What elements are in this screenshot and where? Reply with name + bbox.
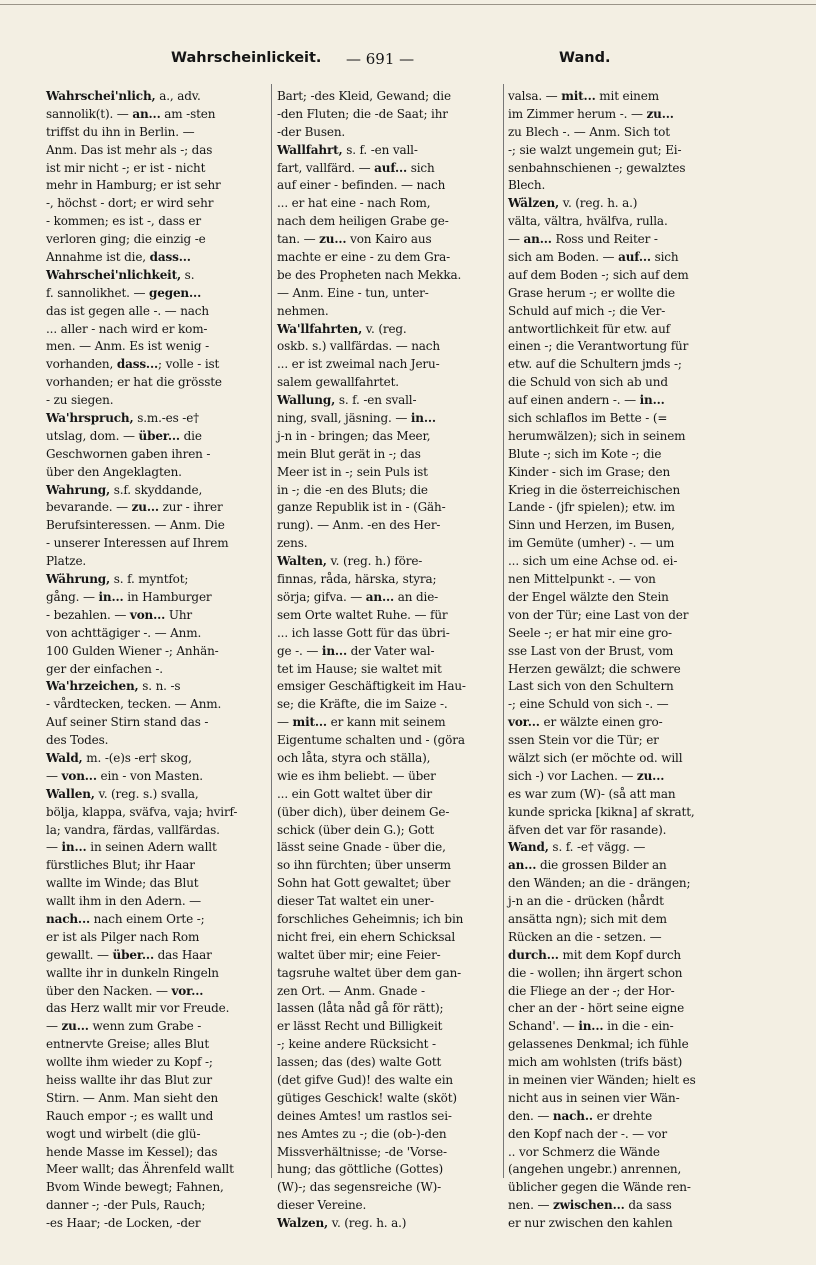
text-line: Schand'. — in... in die - ein- [508, 1019, 674, 1034]
text-line: Kinder - sich im Grase; den [508, 464, 671, 479]
text-line: emsiger Geschäftigkeit im Hau- [277, 679, 466, 694]
text-line: wälzt sich (er möchte od. will [508, 750, 683, 765]
text-line: se; die Kräfte, die im Saize -. [277, 697, 448, 712]
text-line: (W)-; das segensreiche (W)- [277, 1180, 442, 1195]
text-line: gütiges Geschick! walte (sköt) [277, 1090, 457, 1105]
text-line: ... sich um eine Achse od. ei- [508, 554, 678, 569]
text-line: Wa'llfahrten, v. (reg. [277, 321, 407, 336]
text-line: Wallung, s. f. -en svall- [277, 393, 417, 408]
text-line: ansätta ngn); sich mit dem [508, 911, 667, 926]
text-line: sich schlaflos im Bette - (= [508, 411, 668, 426]
text-line: kunde spricka [kikna] af skratt, [508, 804, 695, 819]
text-line: es war zum (W)- (så att man [508, 786, 676, 801]
text-line: in meinen vier Wänden; hielt es [508, 1072, 696, 1087]
text-line: etw. auf die Schultern jmds -; [508, 357, 682, 372]
text-line: wie es ihm beliebt. — über [277, 768, 436, 783]
text-line: men. — Anm. Es ist wenig - [46, 339, 210, 354]
text-line: nach dem heiligen Grabe ge- [277, 214, 449, 229]
text-line: Missverhältnisse; -de 'Vorse- [277, 1144, 447, 1159]
text-line: wogt und wirbelt (die glü- [46, 1126, 201, 1141]
text-line: auf einer - befinden. — nach [277, 178, 446, 193]
text-line: zen Ort. — Anm. Gnade - [277, 983, 425, 998]
text-line: ... er hat eine - nach Rom, [277, 196, 431, 211]
text-line: — in... in seinen Adern wallt [46, 840, 217, 855]
text-line: Wallfahrt, s. f. -en vall- [277, 142, 418, 157]
text-line: über den Nacken. — vor... [46, 983, 204, 998]
text-line: durch... mit dem Kopf durch [508, 947, 682, 962]
text-line: sem Orte waltet Ruhe. — für [277, 607, 448, 622]
text-line: Meer wallt; das Ährenfeld wallt [46, 1162, 234, 1177]
text-line: Wand, s. f. -e† vägg. — [508, 840, 646, 855]
text-line: lassen (låta nåd gå för rätt); [277, 1001, 444, 1016]
text-line: auf einen andern -. — in... [508, 393, 665, 408]
text-line: heiss wallte ihr das Blut zur [46, 1072, 213, 1087]
text-line: dieser Vereine. [277, 1198, 367, 1213]
column-divider [503, 84, 504, 1178]
text-line: danner -; -der Puls, Rauch; [46, 1198, 206, 1213]
text-line: die Schuld von sich ab und [508, 375, 668, 390]
text-line: rung). — Anm. -en des Her- [277, 518, 441, 533]
text-line: sich -) vor Lachen. — zu... [508, 768, 665, 783]
header-left-catchword: Wahrscheinlickeit. [171, 50, 322, 66]
text-line: die - wollen; ihn ärgert schon [508, 965, 683, 980]
text-line: ge -. — in... der Vater wal- [277, 643, 435, 658]
text-line: gelassenes Denkmal; ich fühle [508, 1037, 689, 1052]
text-line: nicht frei, ein ehern Schicksal [277, 929, 456, 944]
text-line: wallte ihr in dunkeln Ringeln [46, 965, 219, 980]
text-line: la; vandra, färdas, vallfärdas. [46, 822, 220, 837]
text-line: Wa'hrzeichen, s. n. -s [46, 679, 181, 694]
text-line: den Kopf nach der -. — vor [508, 1126, 667, 1141]
text-line: sse Last von der Brust, vom [508, 643, 674, 658]
text-line: ganze Republik ist in - (Gäh- [277, 500, 446, 515]
text-line: vorhanden, dass...; volle - ist [46, 357, 220, 372]
text-line: Grase herum -; er wollte die [508, 285, 675, 300]
text-line: Wahrschei'nlich, a., adv. [46, 89, 201, 103]
text-line: verloren ging; die einzig -e [46, 232, 206, 247]
text-line: an... die grossen Bilder an [508, 858, 667, 873]
text-line: Sinn und Herzen, im Busen, [508, 518, 675, 533]
text-line: waltet über mir; eine Feier- [277, 947, 441, 962]
text-line: -, höchst - dort; er wird sehr [46, 196, 214, 211]
text-line: Währung, s. f. myntfot; [46, 572, 189, 587]
text-line: Geschwornen gaben ihren - [46, 446, 211, 461]
text-line: lassen; das (des) walte Gott [277, 1055, 442, 1070]
text-line: zens. [277, 536, 308, 551]
text-line: bölja, klappa, sväfva, vaja; hvirf- [46, 804, 238, 819]
column-2 [277, 88, 497, 1231]
text-line: er ist als Pilger nach Rom [46, 929, 200, 944]
text-line: sörja; gifva. — an... an die- [277, 589, 439, 604]
text-line: Berufsinteressen. — Anm. Die [46, 518, 225, 533]
text-line: Rücken an die - setzen. — [508, 929, 662, 944]
text-line: hung; das göttliche (Gottes) [277, 1162, 444, 1177]
text-line: schick (über dein G.); Gott [277, 822, 435, 837]
text-line: machte er eine - zu dem Gra- [277, 250, 450, 265]
text-line: gewallt. — über... das Haar [46, 947, 212, 962]
text-line: Walten, v. (reg. h.) före- [277, 554, 423, 569]
text-line: Anm. Das ist mehr als -; das [46, 142, 213, 157]
text-line: tagsruhe waltet über dem gan- [277, 965, 462, 980]
text-line: (angehen ungebr.) anrennen, [508, 1162, 682, 1177]
text-line: f. sannolikhet. — gegen... [46, 285, 202, 300]
text-line: im Gemüte (umher) -. — um [508, 536, 675, 551]
text-line: senbahnschienen -; gewalztes [508, 160, 686, 175]
text-line: von achttägiger -. — Anm. [46, 625, 202, 640]
text-line: triffst du ihn in Berlin. — [46, 124, 195, 139]
text-line: Annahme ist die, dass... [46, 250, 191, 265]
text-line: das Herz wallt mir vor Freude. [46, 1001, 230, 1016]
text-line: Rauch empor -; es wallt und [46, 1108, 214, 1123]
text-line: ... er ist zweimal nach Jeru- [277, 357, 440, 372]
text-line: nes Amtes zu -; die (ob-)-den [277, 1126, 447, 1141]
text-line: so ihn fürchten; über unserm [277, 858, 451, 873]
text-line: — an... Ross und Reiter - [508, 232, 658, 247]
text-line: fürstliches Blut; ihr Haar [46, 858, 195, 873]
text-line: .. vor Schmerz die Wände [508, 1144, 660, 1159]
text-line: Stirn. — Anm. Man sieht den [46, 1090, 219, 1105]
text-line: — zu... wenn zum Grabe - [46, 1019, 202, 1034]
text-line: Last sich von den Schultern [508, 679, 674, 694]
text-line: ist mir nicht -; er ist - nicht [46, 160, 206, 175]
text-line: ger der einfachen -. [46, 661, 163, 676]
text-line: — mit... er kann mit seinem [277, 715, 446, 730]
text-line: oskb. s.) vallfärdas. — nach [277, 339, 440, 354]
text-line: er nur zwischen den kahlen [508, 1216, 673, 1231]
text-line: des Todes. [46, 733, 109, 748]
text-line: - vårdtecken, tecken. — Anm. [46, 697, 222, 712]
text-line: Bvom Winde bewegt; Fahnen, [46, 1180, 224, 1195]
text-line: Meer ist in -; sein Puls ist [277, 464, 428, 479]
text-line: -der Busen. [277, 124, 346, 139]
text-line: vor... er wälzte einen gro- [508, 715, 663, 730]
text-line: nen. — zwischen... da sass [508, 1198, 672, 1213]
text-line: forschliches Geheimnis; ich bin [277, 911, 464, 926]
text-line: Krieg in die österreichischen [508, 482, 681, 497]
text-line: von der Tür; eine Last von der [508, 607, 689, 622]
text-line: (det gifve Gud)! des walte ein [277, 1072, 453, 1087]
text-line: dieser Tat waltet ein uner- [277, 894, 434, 909]
text-line: Lande - (jfr spielen); etw. im [508, 500, 675, 515]
text-line: Wald, m. -(e)s -er† skog, [46, 750, 192, 765]
text-line: Wallen, v. (reg. s.) svalla, [46, 786, 199, 801]
text-line: tan. — zu... von Kairo aus [277, 232, 432, 247]
text-line: wollte ihm wieder zu Kopf -; [46, 1055, 213, 1070]
text-line: salem gewallfahrtet. [277, 375, 399, 390]
text-line: - bezahlen. — von... Uhr [46, 607, 193, 622]
text-line: Eigentume schalten und - (göra [277, 733, 465, 748]
text-line: Seele -; er hat mir eine gro- [508, 625, 672, 640]
text-line: zu Blech -. — Anm. Sich tot [508, 124, 670, 139]
text-line: och låta, styra och ställa), [277, 750, 431, 765]
text-line: -; sie walzt ungemein gut; Ei- [508, 142, 682, 157]
text-line: j-n in - bringen; das Meer, [277, 428, 431, 443]
text-line: der Engel wälzte den Stein [508, 589, 669, 604]
text-line: auf dem Boden -; sich auf dem [508, 267, 689, 282]
column-1 [46, 88, 272, 1231]
text-line: Wahrschei'nlichkeit, s. [46, 267, 195, 282]
text-line: - unserer Interessen auf Ihrem [46, 536, 229, 551]
text-line: — von... ein - von Masten. [46, 768, 203, 783]
text-line: ning, svall, jäsning. — in... [277, 411, 436, 426]
column-3 [508, 88, 734, 1231]
text-line: mich am wohlsten (trifs bäst) [508, 1055, 683, 1070]
text-line: j-n an die - drücken (hårdt [508, 894, 664, 909]
text-line: nehmen. [277, 303, 329, 318]
text-line: finnas, råda, härska, styra; [277, 572, 437, 587]
text-line: ... ein Gott waltet über dir [277, 786, 432, 801]
text-line: hende Masse im Kessel); das [46, 1144, 218, 1159]
text-line: sannolik(t). — an... am -sten [46, 106, 216, 121]
text-line: ssen Stein vor die Tür; er [508, 733, 659, 748]
text-line: 100 Gulden Wiener -; Anhän- [46, 643, 219, 658]
text-line: — Anm. Eine - tun, unter- [277, 285, 429, 300]
text-line: nach... nach einem Orte -; [46, 911, 205, 926]
text-line: tet im Hause; sie waltet mit [277, 661, 442, 676]
text-line: Auf seiner Stirn stand das - [46, 715, 209, 730]
text-line: Bart; -des Kleid, Gewand; die [277, 89, 451, 103]
text-line: den Wänden; an die - drängen; [508, 876, 691, 891]
text-line: -; keine andere Rücksicht - [277, 1037, 436, 1052]
text-line: lässt seine Gnade - über die, [277, 840, 446, 855]
text-line: cher an der - hört seine eigne [508, 1001, 685, 1016]
text-line: sich am Boden. — auf... sich [508, 250, 679, 265]
text-line: Herzen gewälzt; die schwere [508, 661, 681, 676]
text-line: mein Blut gerät in -; das [277, 446, 421, 461]
text-line: Schuld auf mich -; die Ver- [508, 303, 666, 318]
text-line: (über dich), über deinem Ge- [277, 804, 450, 819]
text-line: herumwälzen); sich in seinem [508, 428, 686, 443]
text-line: üblicher gegen die Wände ren- [508, 1180, 691, 1195]
text-line: be des Propheten nach Mekka. [277, 267, 462, 282]
text-line: mehr in Hamburg; er ist sehr [46, 178, 221, 193]
page-header [46, 50, 770, 74]
text-line: über den Angeklagten. [46, 464, 182, 479]
header-right-catchword: Wand. [559, 50, 611, 66]
text-line: antwortlichkeit für etw. auf [508, 321, 670, 336]
text-line: den. — nach.. er drehte [508, 1108, 653, 1123]
text-line: nen Mittelpunkt -. — von [508, 572, 656, 587]
text-line: er lässt Recht und Billigkeit [277, 1019, 443, 1034]
top-edge-rule [0, 4, 816, 5]
text-line: das ist gegen alle -. — nach [46, 303, 209, 318]
text-line: gång. — in... in Hamburger [46, 589, 212, 604]
text-line: wallt ihm in den Adern. — [46, 894, 201, 909]
text-line: Wahrung, s.f. skyddande, [46, 482, 203, 497]
text-line: - zu siegen. [46, 393, 114, 408]
text-line: einen -; die Verantwortung für [508, 339, 689, 354]
text-line: Wälzen, v. (reg. h. a.) [508, 196, 638, 211]
text-line: im Zimmer herum -. — zu... [508, 106, 674, 121]
text-line: ... ich lasse Gott für das übri- [277, 625, 450, 640]
text-line: in -; die -en des Bluts; die [277, 482, 428, 497]
text-line: valsa. — mit... mit einem [508, 89, 659, 103]
text-line: Sohn hat Gott gewaltet; über [277, 876, 451, 891]
text-line: välta, vältra, hvälfva, rulla. [508, 214, 668, 229]
text-line: fart, vallfärd. — auf... sich [277, 160, 435, 175]
text-line: vorhanden; er hat die grösste [46, 375, 222, 390]
text-line: entnervte Greise; alles Blut [46, 1037, 210, 1052]
text-line: Blech. [508, 178, 546, 193]
text-line: deines Amtes! um rastlos sei- [277, 1108, 452, 1123]
text-line: äfven det var för rasande). [508, 822, 667, 837]
text-line: wallte im Winde; das Blut [46, 876, 199, 891]
text-line: ... aller - nach wird er kom- [46, 321, 208, 336]
text-line: nicht aus in seinen vier Wän- [508, 1090, 680, 1105]
page-number: — 691 — [346, 50, 415, 68]
text-line: bevarande. — zu... zur - ihrer [46, 500, 223, 515]
text-line: - kommen; es ist -, dass er [46, 214, 201, 229]
text-line: Walzen, v. (reg. h. a.) [277, 1216, 407, 1231]
text-line: Platze. [46, 554, 87, 569]
text-line: -es Haar; -de Locken, -der [46, 1216, 201, 1231]
text-line: Blute -; sich im Kote -; die [508, 446, 662, 461]
text-line: -den Fluten; die -de Saat; ihr [277, 106, 448, 121]
text-line: -; eine Schuld von sich -. — [508, 697, 669, 712]
text-line: die Fliege an der -; der Hor- [508, 983, 675, 998]
text-line: Wa'hrspruch, s.m.-es -e† [46, 411, 200, 426]
text-line: utslag, dom. — über... die [46, 428, 202, 443]
